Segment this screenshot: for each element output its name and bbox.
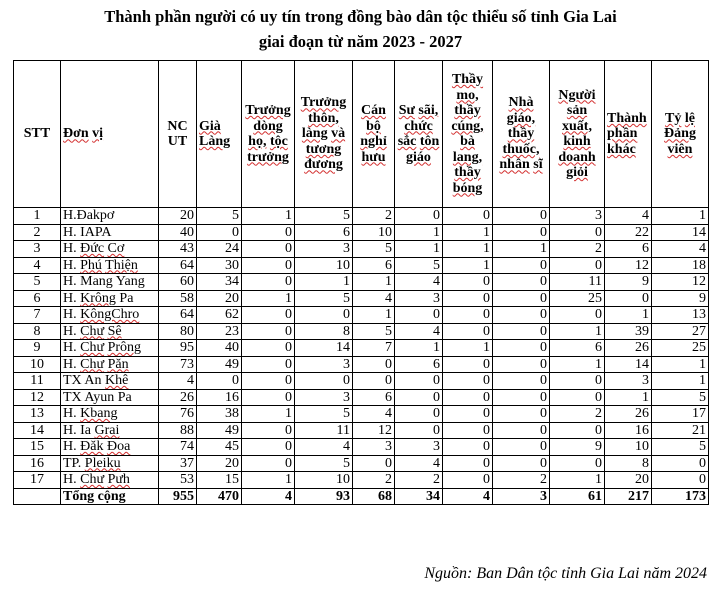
- value-cell: 34: [395, 488, 443, 505]
- value-cell: 2: [353, 472, 395, 489]
- value-cell: 4: [159, 373, 197, 390]
- value-cell: 20: [159, 208, 197, 225]
- unit-name-cell: TX Ayun Pa: [61, 389, 159, 406]
- value-cell: 0: [242, 439, 295, 456]
- column-header: STT: [14, 61, 61, 208]
- value-cell: 0: [443, 274, 493, 291]
- value-cell: 0: [395, 406, 443, 423]
- table-row: [14, 472, 709, 489]
- title-line-1: Thành phần người có uy tín trong đồng bào dân tộc thiểu số tỉnh Gia Lai: [104, 7, 617, 26]
- row-number-cell: 14: [14, 422, 61, 439]
- table-row: [14, 274, 709, 291]
- unit-name-cell: H. Đức Cơ: [61, 241, 159, 258]
- column-header: Sư sãi, chức sắc tôn giáo: [395, 61, 443, 208]
- value-cell: 27: [652, 323, 709, 340]
- unit-name-cell: H. IAPA: [61, 224, 159, 241]
- reputable-people-table: [13, 60, 709, 505]
- value-cell: 45: [197, 439, 242, 456]
- unit-name-cell: H.Đakpơ: [61, 208, 159, 225]
- value-cell: 11: [295, 422, 353, 439]
- table-row: [14, 208, 709, 225]
- table-row: [14, 373, 709, 390]
- value-cell: 30: [197, 257, 242, 274]
- value-cell: 2: [550, 406, 605, 423]
- value-cell: 0: [443, 389, 493, 406]
- row-number-cell: 16: [14, 455, 61, 472]
- value-cell: 5: [295, 208, 353, 225]
- value-cell: 4: [353, 406, 395, 423]
- table-row: [14, 406, 709, 423]
- value-cell: 10: [605, 439, 652, 456]
- column-header: Cán bộ nghỉ hưu: [353, 61, 395, 208]
- value-cell: 58: [159, 290, 197, 307]
- unit-name-cell: H. Chư Păn: [61, 356, 159, 373]
- value-cell: 1: [493, 241, 550, 258]
- value-cell: 1: [550, 356, 605, 373]
- value-cell: 10: [353, 224, 395, 241]
- value-cell: 49: [197, 356, 242, 373]
- unit-name-cell: H. Kbang: [61, 406, 159, 423]
- value-cell: 17: [652, 406, 709, 423]
- unit-name-cell: H. Đăk Đoa: [61, 439, 159, 456]
- value-cell: 3: [550, 208, 605, 225]
- value-cell: 3: [395, 290, 443, 307]
- value-cell: 5: [295, 290, 353, 307]
- unit-name-cell: H. KôngChro: [61, 307, 159, 324]
- row-number-cell: 1: [14, 208, 61, 225]
- unit-name-cell: TP. Pleiku: [61, 455, 159, 472]
- table-row: [14, 257, 709, 274]
- value-cell: 1: [242, 472, 295, 489]
- unit-name-cell: H. Chư Prông: [61, 340, 159, 357]
- unit-name-cell: TX An Khê: [61, 373, 159, 390]
- value-cell: 3: [493, 488, 550, 505]
- value-cell: 0: [242, 257, 295, 274]
- value-cell: 4: [353, 290, 395, 307]
- value-cell: 95: [159, 340, 197, 357]
- unit-name-cell: H. Krông Pa: [61, 290, 159, 307]
- value-cell: 5: [295, 455, 353, 472]
- value-cell: 49: [197, 422, 242, 439]
- row-number-cell: 11: [14, 373, 61, 390]
- unit-name-cell: H. Chư Pưh: [61, 472, 159, 489]
- row-number-cell: 12: [14, 389, 61, 406]
- value-cell: 5: [197, 208, 242, 225]
- value-cell: 0: [443, 422, 493, 439]
- value-cell: 9: [605, 274, 652, 291]
- value-cell: 5: [652, 389, 709, 406]
- value-cell: 1: [605, 307, 652, 324]
- value-cell: 0: [493, 208, 550, 225]
- value-cell: 4: [242, 488, 295, 505]
- document-title: [0, 4, 721, 54]
- row-number-cell: 17: [14, 472, 61, 489]
- value-cell: 3: [295, 389, 353, 406]
- unit-name-cell: H. Mang Yang: [61, 274, 159, 291]
- value-cell: 0: [295, 373, 353, 390]
- value-cell: 0: [295, 307, 353, 324]
- value-cell: 23: [197, 323, 242, 340]
- value-cell: 1: [652, 356, 709, 373]
- table-row: [14, 422, 709, 439]
- value-cell: 0: [242, 422, 295, 439]
- value-cell: 0: [550, 257, 605, 274]
- table-row: [14, 455, 709, 472]
- value-cell: 4: [395, 323, 443, 340]
- value-cell: 10: [295, 472, 353, 489]
- value-cell: 0: [242, 274, 295, 291]
- value-cell: 73: [159, 356, 197, 373]
- value-cell: 18: [652, 257, 709, 274]
- value-cell: 4: [295, 439, 353, 456]
- value-cell: 6: [550, 340, 605, 357]
- value-cell: 9: [550, 439, 605, 456]
- value-cell: 38: [197, 406, 242, 423]
- value-cell: 0: [550, 455, 605, 472]
- table-row: [14, 340, 709, 357]
- value-cell: 0: [493, 422, 550, 439]
- value-cell: 1: [652, 208, 709, 225]
- value-cell: 0: [493, 373, 550, 390]
- value-cell: 12: [652, 274, 709, 291]
- table-row: [14, 323, 709, 340]
- row-number-cell: 5: [14, 274, 61, 291]
- row-number-cell: 2: [14, 224, 61, 241]
- value-cell: 8: [605, 455, 652, 472]
- value-cell: 0: [197, 373, 242, 390]
- value-cell: 0: [493, 340, 550, 357]
- row-number-cell: 4: [14, 257, 61, 274]
- value-cell: 0: [493, 406, 550, 423]
- value-cell: 5: [395, 257, 443, 274]
- value-cell: 37: [159, 455, 197, 472]
- value-cell: 88: [159, 422, 197, 439]
- column-header: Trưởng dòng họ, tộc trưởng: [242, 61, 295, 208]
- value-cell: 1: [242, 406, 295, 423]
- value-cell: 1: [353, 274, 395, 291]
- value-cell: 5: [295, 406, 353, 423]
- value-cell: 6: [353, 389, 395, 406]
- value-cell: 6: [353, 257, 395, 274]
- value-cell: 0: [395, 389, 443, 406]
- value-cell: 0: [652, 455, 709, 472]
- value-cell: 0: [493, 455, 550, 472]
- value-cell: 6: [295, 224, 353, 241]
- value-cell: 0: [443, 323, 493, 340]
- row-number-cell: 9: [14, 340, 61, 357]
- value-cell: 0: [242, 241, 295, 258]
- row-number-cell: 7: [14, 307, 61, 324]
- row-number-cell: 13: [14, 406, 61, 423]
- value-cell: 5: [353, 241, 395, 258]
- value-cell: 12: [605, 257, 652, 274]
- value-cell: 0: [443, 373, 493, 390]
- value-cell: 1: [550, 323, 605, 340]
- value-cell: 1: [652, 373, 709, 390]
- value-cell: 15: [197, 472, 242, 489]
- value-cell: 61: [550, 488, 605, 505]
- value-cell: 0: [443, 472, 493, 489]
- value-cell: 3: [395, 439, 443, 456]
- total-row: [14, 488, 709, 505]
- value-cell: 60: [159, 274, 197, 291]
- value-cell: 0: [395, 373, 443, 390]
- value-cell: 80: [159, 323, 197, 340]
- value-cell: 14: [652, 224, 709, 241]
- value-cell: 2: [395, 472, 443, 489]
- value-cell: 0: [493, 290, 550, 307]
- value-cell: 0: [550, 307, 605, 324]
- unit-name-cell: Tổng cộng: [61, 488, 159, 505]
- value-cell: 6: [395, 356, 443, 373]
- value-cell: 955: [159, 488, 197, 505]
- value-cell: 3: [353, 439, 395, 456]
- value-cell: 74: [159, 439, 197, 456]
- value-cell: 0: [550, 422, 605, 439]
- value-cell: 0: [443, 208, 493, 225]
- value-cell: 34: [197, 274, 242, 291]
- value-cell: 1: [395, 241, 443, 258]
- row-number-cell: 10: [14, 356, 61, 373]
- value-cell: 39: [605, 323, 652, 340]
- value-cell: 20: [197, 455, 242, 472]
- row-number-cell: 3: [14, 241, 61, 258]
- value-cell: 0: [605, 290, 652, 307]
- value-cell: 1: [395, 224, 443, 241]
- value-cell: 1: [443, 257, 493, 274]
- value-cell: 0: [242, 389, 295, 406]
- value-cell: 4: [395, 274, 443, 291]
- column-header: Người sản xuất, kinh doanh giỏi: [550, 61, 605, 208]
- table-row: [14, 307, 709, 324]
- value-cell: 93: [295, 488, 353, 505]
- value-cell: 0: [395, 307, 443, 324]
- value-cell: 13: [652, 307, 709, 324]
- value-cell: 2: [353, 208, 395, 225]
- value-cell: 4: [443, 488, 493, 505]
- value-cell: 24: [197, 241, 242, 258]
- value-cell: 64: [159, 257, 197, 274]
- value-cell: 0: [493, 356, 550, 373]
- value-cell: 1: [395, 340, 443, 357]
- value-cell: 5: [353, 323, 395, 340]
- value-cell: 9: [652, 290, 709, 307]
- value-cell: 0: [395, 208, 443, 225]
- column-header: Tỷ lệ Đảng viên: [652, 61, 709, 208]
- value-cell: 0: [493, 389, 550, 406]
- value-cell: 11: [550, 274, 605, 291]
- value-cell: 7: [353, 340, 395, 357]
- value-cell: 3: [295, 241, 353, 258]
- value-cell: 217: [605, 488, 652, 505]
- value-cell: 0: [443, 406, 493, 423]
- value-cell: 0: [443, 307, 493, 324]
- value-cell: 0: [493, 323, 550, 340]
- value-cell: 0: [550, 224, 605, 241]
- value-cell: 4: [395, 455, 443, 472]
- row-number-cell: 8: [14, 323, 61, 340]
- value-cell: 14: [295, 340, 353, 357]
- value-cell: 64: [159, 307, 197, 324]
- value-cell: 0: [443, 290, 493, 307]
- value-cell: 0: [242, 323, 295, 340]
- value-cell: 26: [159, 389, 197, 406]
- value-cell: 470: [197, 488, 242, 505]
- value-cell: 0: [242, 340, 295, 357]
- value-cell: 0: [443, 455, 493, 472]
- value-cell: 0: [353, 455, 395, 472]
- column-header: Thành phần khác: [605, 61, 652, 208]
- table-row: [14, 389, 709, 406]
- column-header: Đơn vị: [61, 61, 159, 208]
- title-line-2: giai đoạn từ năm 2023 - 2027: [258, 32, 463, 51]
- value-cell: 40: [159, 224, 197, 241]
- value-cell: 0: [395, 422, 443, 439]
- value-cell: 22: [605, 224, 652, 241]
- column-header: Già Làng: [197, 61, 242, 208]
- value-cell: 0: [242, 224, 295, 241]
- value-cell: 0: [493, 307, 550, 324]
- value-cell: 25: [550, 290, 605, 307]
- value-cell: 1: [443, 224, 493, 241]
- value-cell: 0: [242, 455, 295, 472]
- value-cell: 4: [605, 208, 652, 225]
- table-row: [14, 439, 709, 456]
- value-cell: 3: [295, 356, 353, 373]
- unit-name-cell: H. Phú Thiện: [61, 257, 159, 274]
- value-cell: 0: [242, 307, 295, 324]
- value-cell: 10: [295, 257, 353, 274]
- row-number-cell: [14, 488, 61, 505]
- value-cell: 20: [197, 290, 242, 307]
- column-header: Nhà giáo, thầy thuốc, nhân sĩ: [493, 61, 550, 208]
- value-cell: 12: [353, 422, 395, 439]
- value-cell: 4: [652, 241, 709, 258]
- value-cell: 8: [295, 323, 353, 340]
- value-cell: 1: [550, 472, 605, 489]
- table-row: [14, 356, 709, 373]
- value-cell: 0: [493, 257, 550, 274]
- table-body: [14, 208, 709, 505]
- value-cell: 40: [197, 340, 242, 357]
- value-cell: 0: [242, 373, 295, 390]
- value-cell: 3: [605, 373, 652, 390]
- row-number-cell: 6: [14, 290, 61, 307]
- value-cell: 1: [242, 208, 295, 225]
- value-cell: 6: [605, 241, 652, 258]
- value-cell: 1: [353, 307, 395, 324]
- value-cell: 0: [493, 224, 550, 241]
- value-cell: 1: [295, 274, 353, 291]
- value-cell: 0: [652, 472, 709, 489]
- value-cell: 0: [353, 373, 395, 390]
- source-note: Nguồn: Ban Dân tộc tỉnh Gia Lai năm 2024: [424, 565, 707, 582]
- value-cell: 68: [353, 488, 395, 505]
- value-cell: 16: [197, 389, 242, 406]
- value-cell: 0: [353, 356, 395, 373]
- table-header-row: [14, 61, 709, 208]
- value-cell: 53: [159, 472, 197, 489]
- value-cell: 1: [443, 340, 493, 357]
- column-header: Trưởng thôn, làng và tương đương: [295, 61, 353, 208]
- value-cell: 1: [242, 290, 295, 307]
- unit-name-cell: H. Ia Grai: [61, 422, 159, 439]
- value-cell: 0: [493, 439, 550, 456]
- value-cell: 1: [605, 389, 652, 406]
- value-cell: 0: [443, 439, 493, 456]
- value-cell: 14: [605, 356, 652, 373]
- table-row: [14, 224, 709, 241]
- value-cell: 173: [652, 488, 709, 505]
- unit-name-cell: H. Chư Sê: [61, 323, 159, 340]
- value-cell: 0: [550, 373, 605, 390]
- column-header: Thầy mo, thầy cúng, bà lang, thầy bóng: [443, 61, 493, 208]
- value-cell: 21: [652, 422, 709, 439]
- value-cell: 0: [443, 356, 493, 373]
- value-cell: 0: [493, 274, 550, 291]
- value-cell: 43: [159, 241, 197, 258]
- value-cell: 26: [605, 406, 652, 423]
- value-cell: 0: [197, 224, 242, 241]
- table-row: [14, 290, 709, 307]
- table-row: [14, 241, 709, 258]
- value-cell: 2: [493, 472, 550, 489]
- value-cell: 0: [242, 356, 295, 373]
- value-cell: 25: [652, 340, 709, 357]
- value-cell: 76: [159, 406, 197, 423]
- value-cell: 62: [197, 307, 242, 324]
- value-cell: 16: [605, 422, 652, 439]
- value-cell: 26: [605, 340, 652, 357]
- value-cell: 1: [443, 241, 493, 258]
- value-cell: 0: [550, 389, 605, 406]
- row-number-cell: 15: [14, 439, 61, 456]
- value-cell: 2: [550, 241, 605, 258]
- value-cell: 20: [605, 472, 652, 489]
- value-cell: 5: [652, 439, 709, 456]
- column-header: NC UT: [159, 61, 197, 208]
